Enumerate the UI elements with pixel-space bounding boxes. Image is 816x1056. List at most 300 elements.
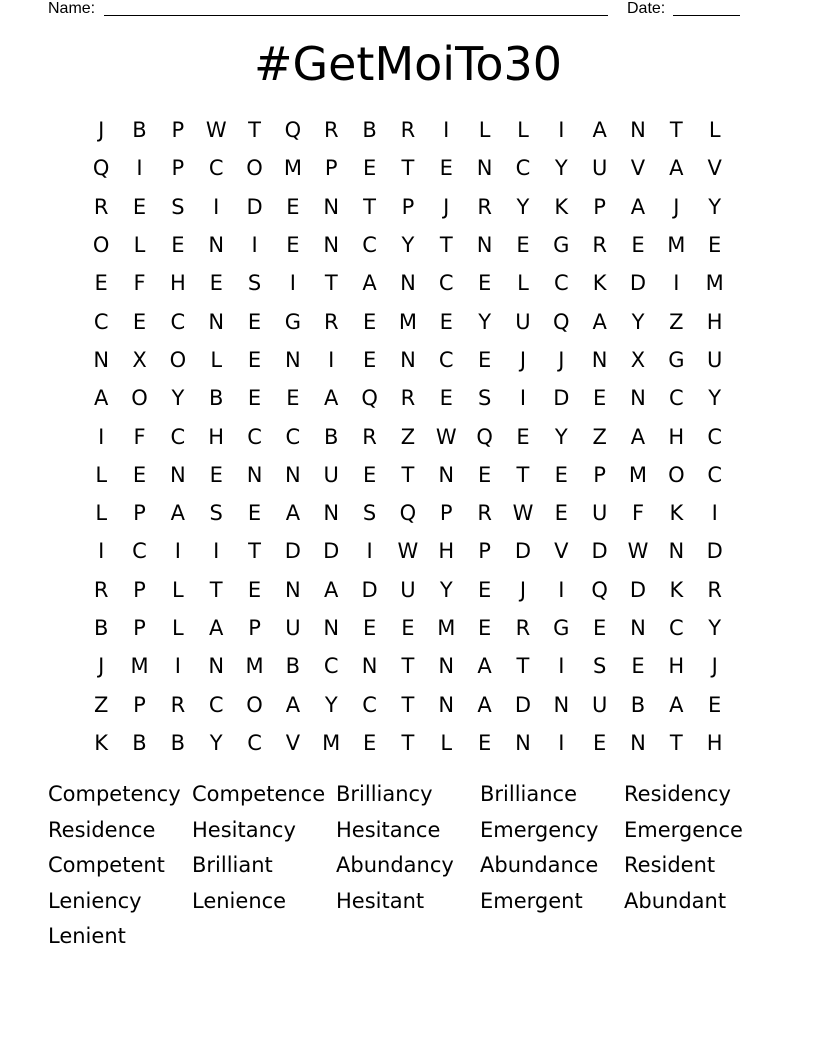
grid-letter[interactable]: R xyxy=(170,692,186,717)
grid-letter[interactable]: V xyxy=(554,539,569,564)
grid-letter[interactable]: M xyxy=(130,654,149,679)
grid-letter[interactable]: C xyxy=(208,156,224,181)
grid-letter[interactable]: E xyxy=(247,386,262,411)
name-line[interactable] xyxy=(104,15,608,16)
grid-letter[interactable]: Y xyxy=(324,692,338,717)
grid-letter[interactable]: C xyxy=(247,424,262,449)
grid-letter[interactable]: U xyxy=(591,692,608,717)
grid-letter[interactable]: C xyxy=(323,654,339,679)
grid-letter[interactable]: J xyxy=(519,347,527,372)
grid-letter[interactable]: P xyxy=(171,156,185,181)
grid-letter[interactable]: E xyxy=(477,271,492,296)
grid-letter[interactable]: L xyxy=(517,271,529,296)
grid-letter[interactable]: P xyxy=(401,194,415,219)
grid-letter[interactable]: L xyxy=(95,462,108,487)
grid-letter[interactable]: C xyxy=(285,424,301,449)
grid-letter[interactable]: R xyxy=(477,194,492,219)
grid-letter[interactable]: E xyxy=(593,730,607,755)
grid-letter[interactable]: W xyxy=(397,539,419,564)
grid-letter[interactable]: N xyxy=(208,654,225,679)
grid-letter[interactable]: L xyxy=(517,118,529,143)
grid-letter[interactable]: K xyxy=(94,730,109,755)
grid-letter[interactable]: E xyxy=(593,616,607,640)
grid-letter[interactable]: R xyxy=(323,309,339,334)
grid-letter[interactable]: J xyxy=(98,118,105,143)
grid-letter[interactable]: T xyxy=(401,156,415,181)
grid-letter[interactable]: H xyxy=(438,539,455,564)
grid-letter[interactable]: I xyxy=(558,654,565,679)
grid-letter[interactable]: E xyxy=(477,347,492,372)
grid-letter[interactable]: N xyxy=(476,233,493,258)
grid-letter[interactable]: M xyxy=(398,309,417,334)
grid-letter[interactable]: E xyxy=(362,309,377,334)
grid-letter[interactable]: N xyxy=(323,616,340,640)
grid-letter[interactable]: A xyxy=(592,309,607,334)
grid-letter[interactable]: H xyxy=(706,730,723,755)
grid-letter[interactable]: I xyxy=(98,539,105,564)
grid-letter[interactable]: Y xyxy=(478,309,492,334)
grid-letter[interactable]: J xyxy=(673,194,680,219)
grid-letter[interactable]: Q xyxy=(476,424,493,449)
grid-letter[interactable]: Q xyxy=(399,501,417,526)
grid-letter[interactable]: U xyxy=(591,156,608,181)
grid-letter[interactable]: O xyxy=(169,347,187,372)
grid-letter[interactable]: T xyxy=(363,194,376,219)
grid-letter[interactable]: K xyxy=(554,194,569,219)
grid-letter[interactable]: Y xyxy=(439,577,453,602)
grid-letter[interactable]: H xyxy=(169,271,186,296)
grid-letter[interactable]: Q xyxy=(284,118,302,143)
grid-letter[interactable]: E xyxy=(439,309,453,334)
grid-letter[interactable]: E xyxy=(94,271,108,296)
grid-letter[interactable]: S xyxy=(477,386,492,411)
grid-letter[interactable]: I xyxy=(174,654,181,679)
grid-letter[interactable]: N xyxy=(93,347,110,372)
grid-letter[interactable]: E xyxy=(247,347,262,372)
grid-letter[interactable]: I xyxy=(174,539,181,564)
grid-letter[interactable]: N xyxy=(170,462,186,487)
grid-letter[interactable]: N xyxy=(361,654,378,679)
grid-letter[interactable]: J xyxy=(558,347,565,372)
grid-letter[interactable]: T xyxy=(516,654,530,679)
grid-letter[interactable]: Q xyxy=(92,156,110,181)
grid-letter[interactable]: C xyxy=(247,730,262,755)
grid-letter[interactable]: Y xyxy=(401,233,415,258)
grid-letter[interactable]: N xyxy=(668,539,685,564)
grid-letter[interactable]: C xyxy=(553,271,569,296)
grid-letter[interactable]: E xyxy=(286,233,300,258)
grid-letter[interactable]: T xyxy=(439,233,453,258)
grid-letter[interactable]: B xyxy=(285,654,301,679)
grid-letter[interactable]: L xyxy=(172,616,184,640)
grid-letter[interactable]: P xyxy=(593,462,606,487)
grid-letter[interactable]: M xyxy=(322,730,341,755)
grid-letter[interactable]: I xyxy=(558,730,565,755)
grid-letter[interactable]: Y xyxy=(171,386,185,411)
grid-letter[interactable]: C xyxy=(170,309,186,334)
grid-letter[interactable]: E xyxy=(247,309,262,334)
grid-letter[interactable]: M xyxy=(283,156,302,181)
grid-letter[interactable]: S xyxy=(362,501,377,526)
grid-letter[interactable]: U xyxy=(285,616,301,640)
grid-letter[interactable]: H xyxy=(706,309,723,334)
grid-letter[interactable]: C xyxy=(707,462,722,487)
grid-letter[interactable]: J xyxy=(519,577,527,602)
grid-letter[interactable]: W xyxy=(627,539,649,564)
grid-letter[interactable]: E xyxy=(631,233,645,258)
grid-letter[interactable]: E xyxy=(247,577,262,602)
grid-letter[interactable]: R xyxy=(400,386,416,411)
grid-letter[interactable]: R xyxy=(93,577,109,602)
grid-letter[interactable]: T xyxy=(248,539,261,564)
grid-letter[interactable]: A xyxy=(362,271,377,296)
grid-letter[interactable]: A xyxy=(285,501,301,526)
grid-letter[interactable]: T xyxy=(209,577,223,602)
grid-letter[interactable]: D xyxy=(629,271,647,296)
grid-letter[interactable]: Z xyxy=(669,309,684,334)
grid-letter[interactable]: D xyxy=(591,539,608,564)
grid-letter[interactable]: E xyxy=(132,309,147,334)
grid-letter[interactable]: A xyxy=(669,156,684,181)
grid-letter[interactable]: I xyxy=(289,271,296,296)
grid-letter[interactable]: Q xyxy=(553,309,570,334)
grid-letter[interactable]: N xyxy=(438,692,455,717)
grid-letter[interactable]: W xyxy=(435,424,457,449)
word-list-item: Hesitancy xyxy=(192,817,296,842)
grid-letter[interactable]: N xyxy=(630,118,646,143)
grid-letter[interactable]: T xyxy=(401,462,415,487)
grid-letter[interactable]: A xyxy=(630,424,646,449)
grid-letter[interactable]: L xyxy=(478,118,491,143)
grid-letter[interactable]: E xyxy=(516,233,530,258)
grid-letter[interactable]: N xyxy=(323,194,340,219)
grid-letter[interactable]: E xyxy=(132,194,147,219)
grid-letter[interactable]: B xyxy=(630,692,646,717)
grid-letter[interactable]: E xyxy=(477,616,492,640)
grid-letter[interactable]: C xyxy=(707,424,722,449)
grid-letter[interactable]: N xyxy=(553,692,570,717)
grid-letter[interactable]: B xyxy=(170,730,186,755)
grid-letter[interactable]: J xyxy=(711,654,718,679)
grid-letter[interactable]: P xyxy=(133,577,146,602)
grid-letter[interactable]: G xyxy=(553,616,570,640)
grid-letter[interactable]: N xyxy=(400,347,416,372)
grid-letter[interactable]: N xyxy=(285,577,301,602)
grid-letter[interactable]: I xyxy=(366,539,373,564)
grid-letter[interactable]: L xyxy=(172,577,184,602)
grid-letter[interactable]: R xyxy=(93,194,109,219)
grid-letter[interactable]: N xyxy=(246,462,263,487)
grid-letter[interactable]: E xyxy=(477,577,492,602)
grid-letter[interactable]: D xyxy=(629,577,647,602)
grid-letter[interactable]: C xyxy=(132,539,147,564)
grid-letter[interactable]: E xyxy=(362,616,377,640)
grid-letter[interactable]: E xyxy=(439,156,453,181)
grid-letter[interactable]: E xyxy=(631,654,645,679)
grid-letter[interactable]: I xyxy=(519,386,527,411)
grid-letter[interactable]: M xyxy=(667,233,686,258)
grid-letter[interactable]: N xyxy=(515,730,531,755)
grid-letter[interactable]: E xyxy=(554,501,568,526)
grid-letter[interactable]: D xyxy=(361,577,378,602)
grid-letter[interactable]: P xyxy=(171,118,185,143)
grid-letter[interactable]: E xyxy=(439,386,453,411)
word-list-item: Resident xyxy=(624,853,716,877)
grid-letter[interactable]: I xyxy=(98,424,105,449)
grid-letter[interactable]: P xyxy=(439,501,453,526)
grid-letter[interactable]: L xyxy=(440,730,453,755)
grid-letter[interactable]: C xyxy=(208,692,224,717)
grid-letter[interactable]: R xyxy=(362,424,377,449)
grid-letter[interactable]: D xyxy=(284,539,301,564)
grid-letter[interactable]: X xyxy=(630,347,646,372)
grid-letter[interactable]: F xyxy=(133,424,146,449)
grid-letter[interactable]: O xyxy=(92,233,110,258)
grid-letter[interactable]: E xyxy=(286,386,300,411)
grid-letter[interactable]: T xyxy=(401,654,415,679)
grid-letter[interactable]: E xyxy=(477,462,492,487)
grid-letter[interactable]: D xyxy=(514,539,532,564)
grid-letter[interactable]: A xyxy=(592,118,607,143)
grid-letter[interactable]: E xyxy=(209,462,223,487)
grid-letter[interactable]: H xyxy=(668,654,685,679)
grid-letter[interactable]: N xyxy=(438,462,455,487)
grid-letter[interactable]: J xyxy=(98,654,105,679)
grid-letter[interactable]: N xyxy=(208,233,225,258)
grid-letter[interactable]: C xyxy=(93,309,109,334)
grid-letter[interactable]: R xyxy=(400,118,416,143)
grid-letter[interactable]: P xyxy=(324,156,338,181)
grid-letter[interactable]: T xyxy=(516,462,530,487)
grid-letter[interactable]: E xyxy=(477,730,492,755)
grid-letter[interactable]: F xyxy=(133,271,146,296)
grid-letter[interactable]: M xyxy=(628,462,648,487)
grid-letter[interactable]: I xyxy=(136,156,143,181)
grid-letter[interactable]: Y xyxy=(631,309,645,334)
grid-letter[interactable]: T xyxy=(324,271,338,296)
grid-letter[interactable]: L xyxy=(95,501,108,526)
grid-letter[interactable]: W xyxy=(205,118,227,143)
grid-letter[interactable]: C xyxy=(362,233,377,258)
grid-letter[interactable]: I xyxy=(558,118,565,143)
grid-letter[interactable]: Y xyxy=(554,156,568,181)
grid-letter[interactable]: A xyxy=(477,692,492,717)
grid-letter[interactable]: V xyxy=(285,730,301,755)
grid-letter[interactable]: E xyxy=(362,462,377,487)
grid-letter[interactable]: X xyxy=(132,347,147,372)
grid-letter[interactable]: L xyxy=(133,233,146,258)
grid-letter[interactable]: U xyxy=(591,501,608,526)
grid-letter[interactable]: I xyxy=(328,347,335,372)
grid-letter[interactable]: R xyxy=(477,501,492,526)
grid-letter[interactable]: O xyxy=(246,692,263,717)
grid-letter[interactable]: E xyxy=(362,730,377,755)
grid-letter[interactable]: R xyxy=(592,233,607,258)
grid-letter[interactable]: Y xyxy=(708,194,722,219)
grid-letter[interactable]: R xyxy=(323,118,339,143)
grid-letter[interactable]: D xyxy=(553,386,570,411)
grid-letter[interactable]: D xyxy=(514,692,532,717)
grid-letter[interactable]: I xyxy=(213,194,220,219)
grid-letter[interactable]: O xyxy=(246,156,263,181)
grid-letter[interactable]: E xyxy=(209,271,223,296)
grid-letter[interactable]: O xyxy=(668,462,685,487)
grid-letter[interactable]: S xyxy=(171,194,185,219)
grid-letter[interactable]: E xyxy=(362,347,377,372)
grid-letter[interactable]: B xyxy=(93,616,109,640)
grid-letter[interactable]: C xyxy=(438,347,454,372)
grid-letter[interactable]: U xyxy=(323,462,339,487)
grid-letter[interactable]: A xyxy=(170,501,186,526)
grid-letter[interactable]: Z xyxy=(400,424,416,449)
grid-letter[interactable]: Y xyxy=(516,194,530,219)
grid-letter[interactable]: Y xyxy=(708,386,722,411)
grid-letter[interactable]: N xyxy=(323,501,340,526)
grid-letter[interactable]: U xyxy=(400,577,416,602)
grid-letter[interactable]: Q xyxy=(361,386,378,411)
grid-letter[interactable]: H xyxy=(668,424,685,449)
grid-letter[interactable]: G xyxy=(553,233,570,258)
grid-letter[interactable]: P xyxy=(133,501,146,526)
grid-letter[interactable]: I xyxy=(213,539,220,564)
grid-letter[interactable]: E xyxy=(286,194,300,219)
grid-letter[interactable]: C xyxy=(170,424,186,449)
grid-letter[interactable]: A xyxy=(669,692,684,717)
grid-letter[interactable]: T xyxy=(669,118,683,143)
grid-letter[interactable]: N xyxy=(285,347,301,372)
grid-letter[interactable]: L xyxy=(708,118,721,143)
grid-letter[interactable]: C xyxy=(438,271,454,296)
grid-letter[interactable]: B xyxy=(362,118,377,143)
grid-letter[interactable]: C xyxy=(362,692,377,717)
grid-letter[interactable]: Z xyxy=(592,424,607,449)
grid-letter[interactable]: I xyxy=(251,233,258,258)
grid-row xyxy=(82,685,734,723)
grid-letter[interactable]: G xyxy=(284,309,302,334)
grid-letter[interactable]: N xyxy=(591,347,608,372)
grid-letter[interactable]: O xyxy=(131,386,148,411)
grid-letter[interactable]: B xyxy=(208,386,224,411)
grid-letter[interactable]: Y xyxy=(554,424,568,449)
grid-letter[interactable]: E xyxy=(708,233,722,258)
grid-row xyxy=(82,341,734,379)
grid-row xyxy=(82,494,734,532)
grid-letter[interactable]: N xyxy=(285,462,301,487)
grid-letter[interactable]: T xyxy=(248,118,261,143)
grid-letter[interactable]: I xyxy=(711,501,718,526)
grid-letter[interactable]: D xyxy=(323,539,340,564)
grid-letter[interactable]: P xyxy=(133,692,146,717)
grid-letter[interactable]: R xyxy=(707,577,722,602)
grid-letter[interactable]: Y xyxy=(708,616,722,640)
grid-letter[interactable]: A xyxy=(324,386,339,411)
grid-letter[interactable]: W xyxy=(512,501,534,526)
grid-letter[interactable]: H xyxy=(208,424,225,449)
date-line[interactable] xyxy=(673,15,740,16)
grid-letter[interactable]: N xyxy=(208,309,225,334)
word-list-item: Emergent xyxy=(480,888,583,913)
grid-letter[interactable]: E xyxy=(171,233,185,258)
grid-letter[interactable]: M xyxy=(705,271,724,296)
grid-letter[interactable]: S xyxy=(209,501,223,526)
grid-letter[interactable]: E xyxy=(247,501,262,526)
grid-letter[interactable]: Z xyxy=(93,692,109,717)
grid-letter[interactable]: E xyxy=(708,692,722,717)
grid-letter[interactable]: A xyxy=(477,654,492,679)
grid-letter[interactable]: K xyxy=(669,577,684,602)
grid-letter[interactable]: I xyxy=(558,577,565,602)
grid-letter[interactable]: Y xyxy=(209,730,223,755)
grid-letter[interactable]: E xyxy=(593,386,607,411)
grid-letter[interactable]: N xyxy=(400,271,416,296)
grid-letter[interactable]: V xyxy=(707,156,722,181)
grid-letter[interactable]: F xyxy=(631,501,645,526)
grid-letter[interactable]: D xyxy=(706,539,723,564)
grid-letter[interactable]: J xyxy=(443,194,450,219)
word-list-item: Competence xyxy=(192,782,326,806)
grid-letter[interactable]: K xyxy=(592,271,607,296)
grid-letter[interactable]: A xyxy=(324,577,339,602)
grid-letter[interactable]: T xyxy=(401,730,415,755)
grid-letter[interactable]: A xyxy=(285,692,301,717)
grid-letter[interactable]: N xyxy=(476,156,493,181)
grid-letter[interactable]: M xyxy=(245,654,264,679)
grid-row xyxy=(82,724,734,762)
grid-letter[interactable]: P xyxy=(133,616,146,640)
grid-letter[interactable]: C xyxy=(668,616,684,640)
grid-letter[interactable]: P xyxy=(478,539,491,564)
grid-letter[interactable]: E xyxy=(554,462,568,487)
grid-letter[interactable]: I xyxy=(673,271,680,296)
grid-letter[interactable]: E xyxy=(132,462,147,487)
grid-letter[interactable]: N xyxy=(630,730,646,755)
grid-letter[interactable]: N xyxy=(630,386,646,411)
grid-letter[interactable]: S xyxy=(592,654,607,679)
grid-letter[interactable]: B xyxy=(132,118,147,143)
grid-letter[interactable]: M xyxy=(437,616,456,640)
grid-letter[interactable]: S xyxy=(247,271,262,296)
grid-letter[interactable]: V xyxy=(630,156,646,181)
grid-letter[interactable]: E xyxy=(362,156,377,181)
grid-letter[interactable]: B xyxy=(324,424,339,449)
grid-letter[interactable]: Q xyxy=(591,577,608,602)
grid-letter[interactable]: I xyxy=(443,118,450,143)
grid-letter[interactable]: C xyxy=(515,156,531,181)
grid-letter[interactable]: C xyxy=(668,386,684,411)
grid-letter[interactable]: P xyxy=(593,194,606,219)
grid-letter[interactable]: A xyxy=(630,194,646,219)
grid-letter[interactable]: T xyxy=(401,692,415,717)
grid-letter[interactable]: D xyxy=(246,194,263,219)
grid-letter[interactable]: B xyxy=(132,730,147,755)
grid-letter[interactable]: U xyxy=(706,347,723,372)
grid-letter[interactable]: K xyxy=(669,501,684,526)
grid-letter[interactable]: T xyxy=(669,730,683,755)
grid-letter[interactable]: P xyxy=(248,616,261,640)
grid-letter[interactable]: N xyxy=(630,616,646,640)
grid-letter[interactable]: U xyxy=(515,309,531,334)
grid-letter[interactable]: E xyxy=(516,424,530,449)
grid-letter[interactable]: N xyxy=(323,233,340,258)
grid-letter[interactable]: A xyxy=(209,616,224,640)
grid-letter[interactable]: N xyxy=(438,654,455,679)
grid-letter[interactable]: R xyxy=(515,616,531,640)
grid-letter[interactable]: E xyxy=(401,616,415,640)
grid-letter[interactable]: L xyxy=(210,347,223,372)
word-list-item: Competency xyxy=(48,782,181,806)
grid-letter[interactable]: A xyxy=(93,386,109,411)
grid-letter[interactable]: G xyxy=(668,347,685,372)
